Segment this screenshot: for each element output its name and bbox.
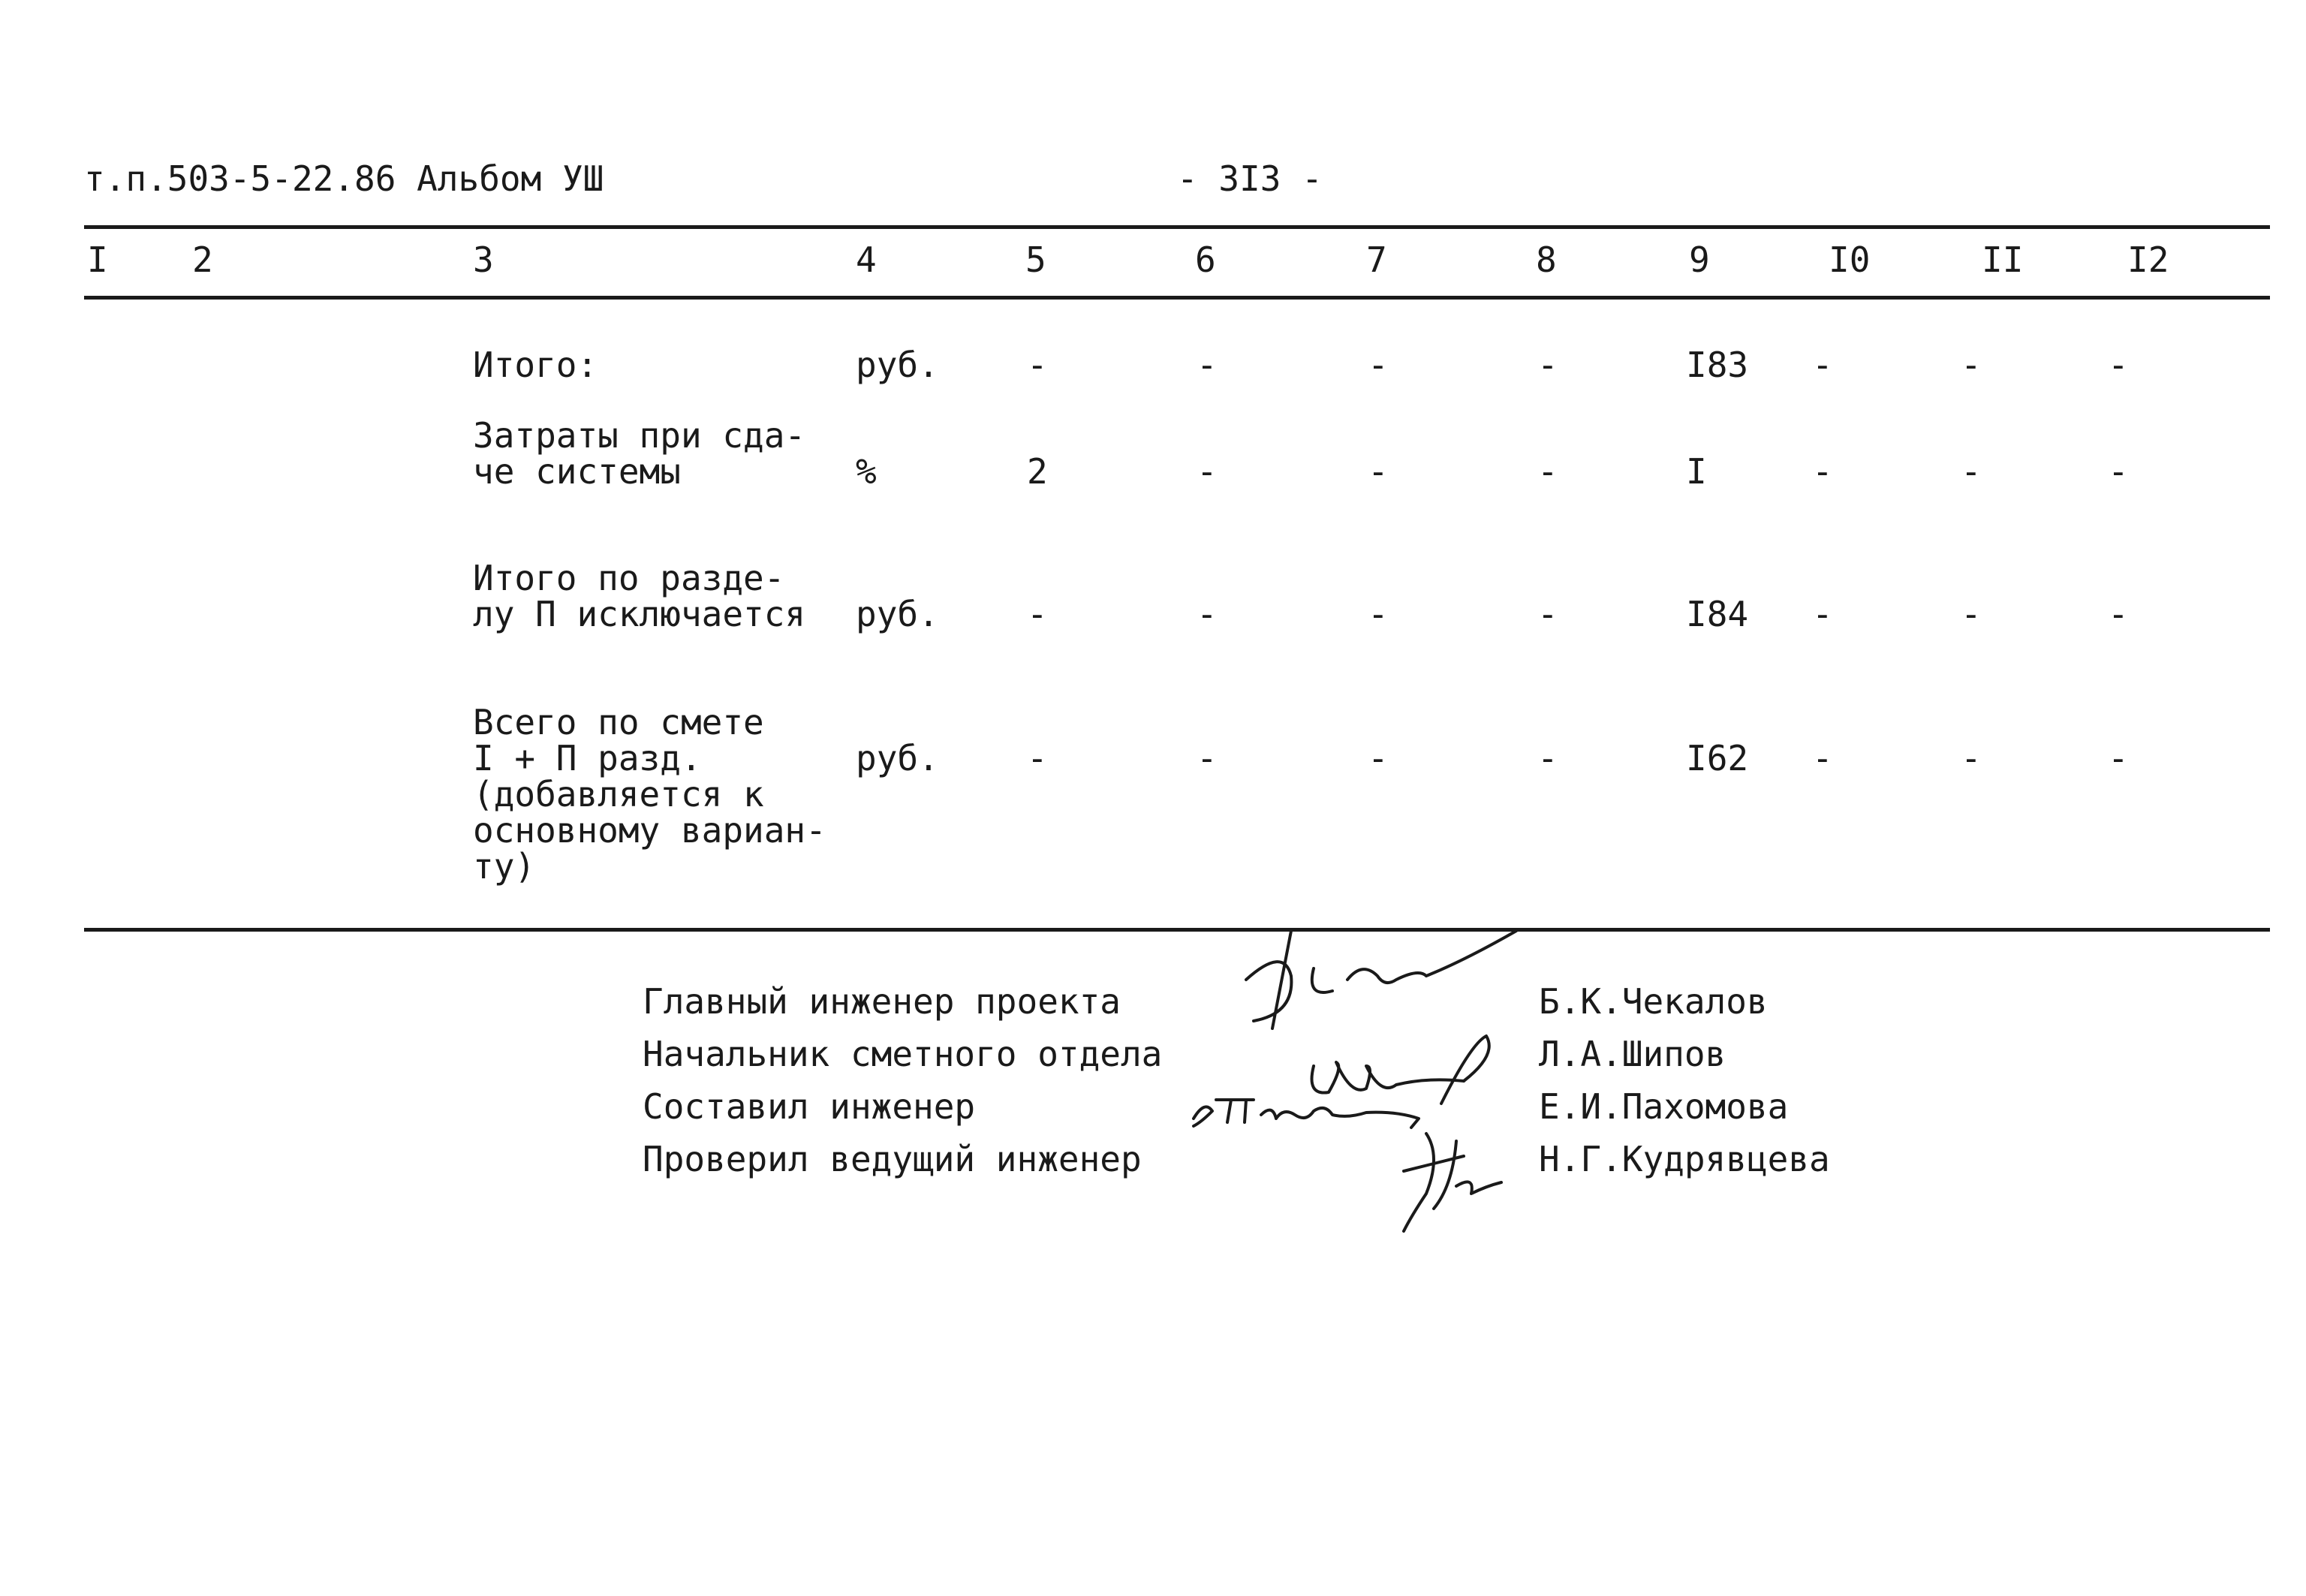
column-header-11: II <box>1982 239 2024 280</box>
cell-col10: - <box>1812 738 1833 778</box>
signature-role: Проверил ведущий инженер <box>643 1139 1142 1179</box>
cell-col11: - <box>1961 738 1982 778</box>
cell-col12: - <box>2108 451 2129 492</box>
column-header-10: I0 <box>1829 239 1871 280</box>
cell-col11: - <box>1961 451 1982 492</box>
cell-col11: - <box>1961 345 1982 385</box>
row-name: Итого по разде- лу П исключается <box>473 558 806 634</box>
cell-col8: - <box>1537 594 1558 634</box>
cell-col11: - <box>1961 594 1982 634</box>
cell-col9: I62 <box>1686 738 1749 778</box>
column-header-12: I2 <box>2127 239 2169 280</box>
column-header-1: I <box>87 239 108 280</box>
cell-col6: - <box>1197 451 1218 492</box>
cell-col10: - <box>1812 345 1833 385</box>
cell-col6: - <box>1197 345 1218 385</box>
row-unit: руб. <box>856 345 939 385</box>
row-unit: руб. <box>856 738 939 778</box>
cell-col6: - <box>1197 594 1218 634</box>
column-header-3: 3 <box>473 239 494 280</box>
cell-col9: I <box>1686 451 1707 492</box>
cell-col8: - <box>1537 451 1558 492</box>
cell-col7: - <box>1368 451 1389 492</box>
signature-name: Л.А.Шипов <box>1539 1034 1726 1074</box>
column-header-6: 6 <box>1195 239 1216 280</box>
table-top-rule <box>84 225 2270 229</box>
table-bottom-rule <box>84 928 2270 932</box>
cell-col7: - <box>1368 738 1389 778</box>
column-header-9: 9 <box>1689 239 1710 280</box>
row-unit: % <box>856 451 877 492</box>
cell-col9: I84 <box>1686 594 1749 634</box>
handwritten-signature-reviewer <box>1381 1111 1531 1239</box>
cell-col5: - <box>1027 345 1048 385</box>
cell-col9: I83 <box>1686 345 1749 385</box>
cell-col6: - <box>1197 738 1218 778</box>
column-header-4: 4 <box>856 239 877 280</box>
document-reference: т.п.503-5-22.86 Альбом УШ <box>84 158 604 199</box>
cell-col8: - <box>1537 738 1558 778</box>
cell-col5: - <box>1027 594 1048 634</box>
row-name: Итого: <box>473 345 598 385</box>
row-name: Всего по смете I + П разд. (добавляется к основному вариан- ту) <box>473 702 826 887</box>
row-name: Затраты при сда- че системы <box>473 415 806 492</box>
column-header-5: 5 <box>1025 239 1046 280</box>
signature-name: Е.И.Пахомова <box>1539 1086 1789 1127</box>
cell-col7: - <box>1368 345 1389 385</box>
column-header-2: 2 <box>192 239 213 280</box>
signature-name: Н.Г.Кудрявцева <box>1539 1139 1830 1179</box>
column-header-8: 8 <box>1536 239 1557 280</box>
cell-col5: - <box>1027 738 1048 778</box>
signature-name: Б.К.Чекалов <box>1539 981 1768 1022</box>
signature-role: Главный инженер проекта <box>643 981 1121 1022</box>
signature-role: Начальник сметного отдела <box>643 1034 1163 1074</box>
cell-col12: - <box>2108 345 2129 385</box>
cell-col8: - <box>1537 345 1558 385</box>
cell-col12: - <box>2108 738 2129 778</box>
cell-col10: - <box>1812 594 1833 634</box>
page-number: - 3I3 - <box>1177 158 1323 199</box>
cell-col7: - <box>1368 594 1389 634</box>
column-header-7: 7 <box>1366 239 1387 280</box>
cell-col5: 2 <box>1027 451 1048 492</box>
signature-role: Составил инженер <box>643 1086 976 1127</box>
cell-col12: - <box>2108 594 2129 634</box>
row-unit: руб. <box>856 594 939 634</box>
cell-col10: - <box>1812 451 1833 492</box>
table-header-rule <box>84 296 2270 300</box>
